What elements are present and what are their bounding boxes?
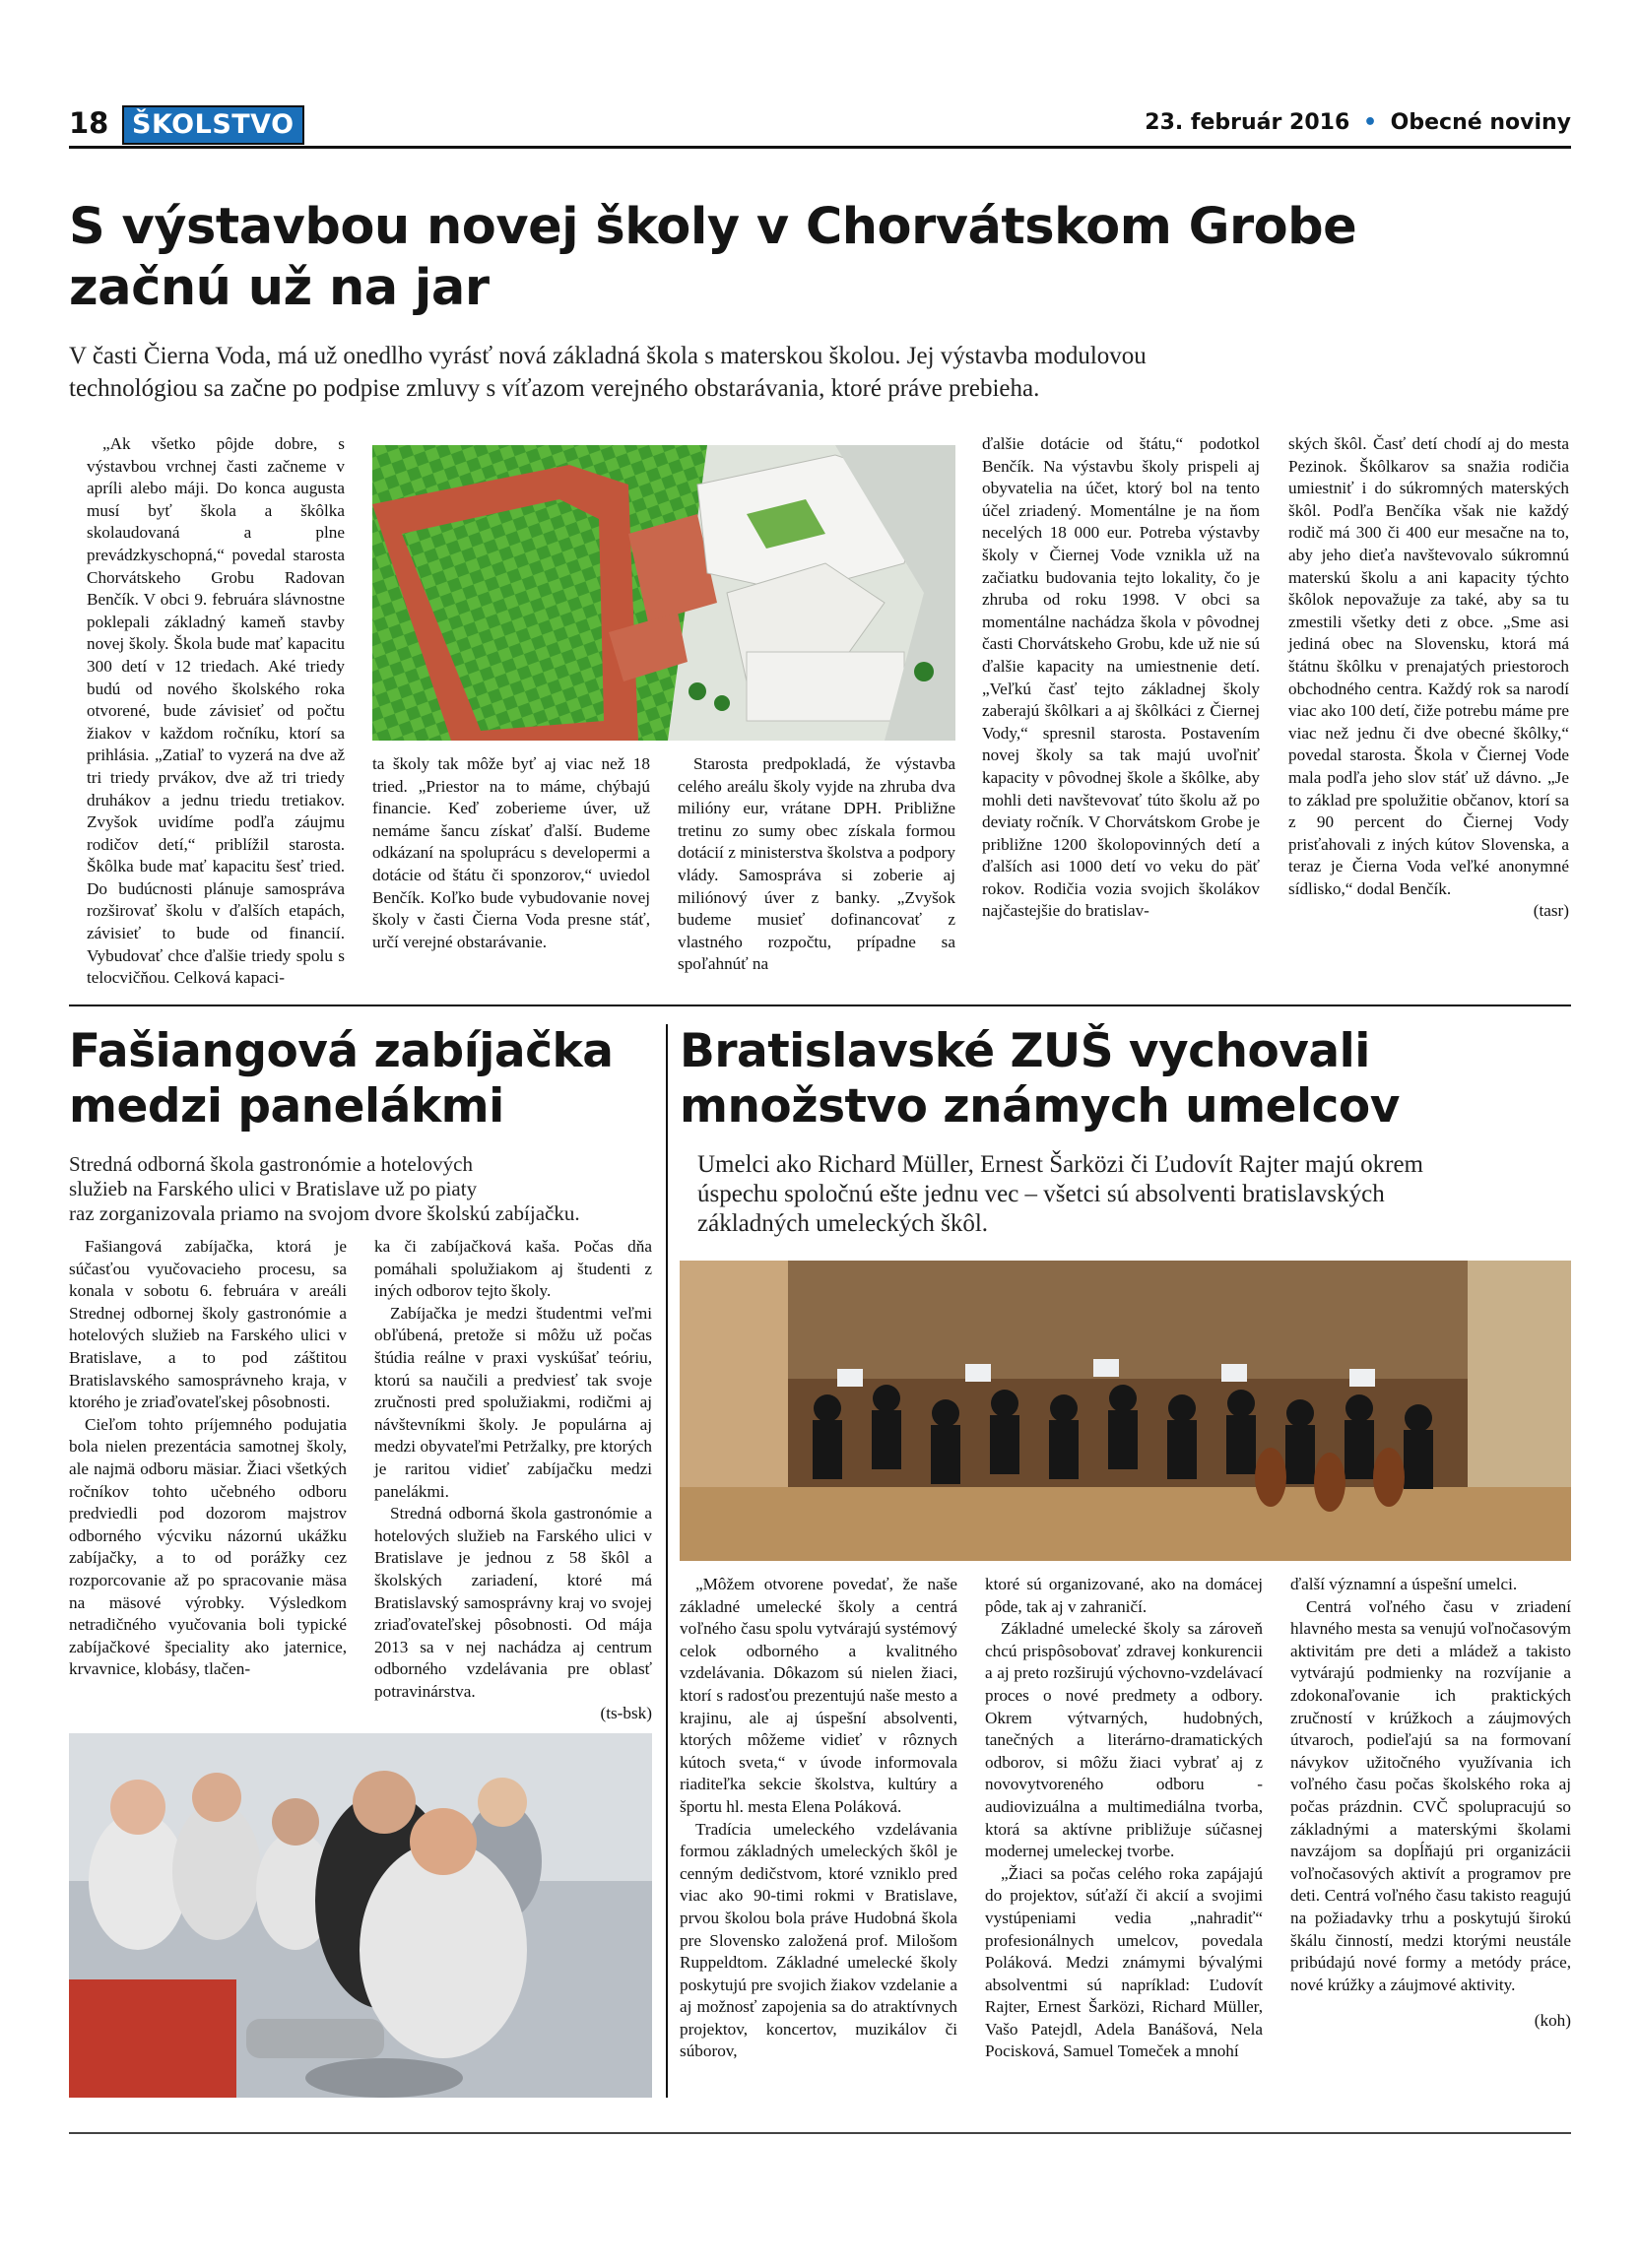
article1-paragraph: „Ak všetko pôjde dobre, s výstavbou vrchnej časti začneme v apríli alebo máji. Do konca augusta musí byť škola a škôlka skolaudovaná a plne prevádzkyschopná,“ povedal starosta Chorvátskeho Grobu Radovan Benčík. V obci 9. februára slávnostne poklepali základný kameň stavby novej školy. Škola bude mať kapacitu 300 detí v 12 triedach. Aké triedy budú od nového školského roka otvorené, bude závisieť od počtu žiakov v každom ročníku, ktorí sa prihlásia. „Zatiaľ to vyzerá na dve až tri triedy prvákov, dve až tri triedy druhákov a jednu triedu tretiakov. Zvyšok uvidíme podľa záujmu rodičov detí,“ priblížil starosta. Škôlka bude mať kapacitu šesť tried. Do budúcnosti plánuje samospráva rozširovať školu v ďalších etapách, závisieť to bude od financií. Vybudovať chce ďalšie triedy spolu s telocvičňou. Celková kapaci- xyxy=(87,434,345,988)
article1-lead-line2: technológiou sa začne po podpise zmluvy s víťazom verejného obstarávania, ktoré práve prebieha. xyxy=(69,375,1040,402)
article1-paragraph: Starosta predpokladá, že výstavba celého areálu školy vyjde na zhruba dva milióny eur, vrátane DPH. Približne tretinu zo sumy obec získala formou dotácií z ministerstva školstva a podpory vlády. Samospráva si zoberie aj miliónový úver z banky. „Zvyšok budeme musieť dofinancovať z vlastného rozpočtu, prípadne sa spoľahnúť na xyxy=(678,754,955,974)
article3-lead xyxy=(697,1150,1571,1239)
school-rendering-image xyxy=(372,445,955,741)
article2-paragraph: ka či zabíjačková kaša. Počas dňa pomáhali spolužiakom aj študenti z iných odborov tejto školy. xyxy=(374,1237,652,1301)
article2-column-1 xyxy=(69,1236,347,1681)
article1-signature: (tasr) xyxy=(1533,901,1569,921)
header-info xyxy=(1145,110,1571,135)
section-label: ŠKOLSTVO xyxy=(122,105,304,145)
school-rendering-svg xyxy=(372,445,955,741)
orchestra-photo xyxy=(680,1261,1571,1561)
article1-column-5 xyxy=(1288,433,1569,923)
article3-paragraph: Centrá voľného času v zriadení hlavného mesta sa venujú voľnočasovým aktivitám pre deti a mládež a takisto vytvárajú podmienky na rozvíjanie a zdokonaľovanie ich praktických zručností v krúžkoch a záujmových útvaroch, podieľajú sa na formovaní návykov užitočného využívania ich voľného času počas školského roka aj počas prázdnin. CVČ spolupracujú so základnými a materskými školami navzájom sa dopĺňajú pri organizácii voľnočasových aktivít a programov pre deti. Centrá voľného času takisto reagujú na požiadavky trhu a poskytujú širokú škálu činností, medzi ktorými neustále pribúdajú nové formy a metódy práce, nové krúžky a záujmové aktivity. xyxy=(1290,1596,1571,1994)
article3-paragraph: „Žiaci sa počas celého roka zapájajú do projektov, súťaží či akcií a svojimi vystúpeniami vedia „nahradiť“ profesionálnych umelcov, povedala Poláková. Medzi známymi bývalými absolventmi sú napríklad: Ľudovít Rajter, Ernest Šarközi, Richard Müller, Vašo Patejdl, Adela Banášová, Nela Pocisková, Samuel Tomeček a mnohí xyxy=(985,1863,1263,2061)
article1-headline-line1: S výstavbou novej školy v Chorvátskom Grobe xyxy=(69,198,1357,256)
article2-signature: (ts-bsk) xyxy=(600,1704,652,1723)
article2-lead-line2: služieb na Farského ulici v Bratislave už po piaty xyxy=(69,1177,478,1200)
article1-paragraph: ských škôl. Časť detí chodí aj do mesta Pezinok. Škôlkarov sa snažia rodičia umiestniť i do súkromných materských škôl. Podľa Benčíka však nie každý rodič má 300 či 400 eur mesačne na to, aby jeho dieťa navštevovalo súkromnú materskú školu a ani kapacity týchto škôlok nepovažuje za také, aby sa tu zmestili všetky deti z obce. „Sme asi jediná obec na Slovensku, ktorá má štátnu škôlku v prenajatých priestoroch obchodného centra. Každý rok sa narodí viac ako 100 detí, čiže potrebu máme pre viac než jednu či dve obecné škôlky,“ povedal starosta. Škola v Čiernej Vode mala podľa jeho slov stáť už dávno. „Je to základ pre spolužitie občanov, ktorí sa z 90 percent do Čiernej Vody prisťahovali z iných kútov Slovenska, a teraz je Čierna Voda veľké anonymné sídlisko,“ dodal Benčík. xyxy=(1288,434,1569,898)
butchers-photo-svg xyxy=(69,1733,652,2098)
article2-lead-line3: raz zorganizovala priamo na svojom dvore školskú zabíjačku. xyxy=(69,1201,580,1225)
article2-paragraph: Cieľom tohto príjemného podujatia bola nielen prezentácia samotnej školy, ale najmä odboru mäsiar. Žiaci všetkých ročníkov tohto učebného odboru predviedli pod dozorom majstrov odborného výcviku názornú ukážku zabíjačky, a to od porážky cez rozporcovanie až po spracovanie mäsa na mäsové výrobky. Výsledkom netradičného vyučovania boli typické zabíjačkové špeciality ako jaternice, krvavnice, klobásy, tlačen- xyxy=(69,1414,347,1679)
article1-lead xyxy=(69,340,1571,405)
article1-paragraph: ta školy tak môže byť aj viac než 18 tried. „Priestor na to máme, chýbajú financie. Keď zoberieme úver, už nemáme šancu získať ďalší. Budeme odkázaní na spoluprácu s developermi a dotácie od štátu či sponzorov,“ uviedol Benčík. Koľko bude vybudovanie novej školy v časti Čierna Voda presne stáť, určí verejné obstarávanie. xyxy=(372,754,650,951)
article2-lead xyxy=(69,1152,660,1226)
newspaper-name: Obecné noviny xyxy=(1390,110,1571,135)
article2-lead-line1: Stredná odborná škola gastronómie a hotelových xyxy=(69,1152,473,1176)
page-number: 18 xyxy=(69,106,109,140)
article1-column-2 xyxy=(372,753,650,953)
article3-column-2 xyxy=(985,1574,1263,2063)
article1-bottom-rule xyxy=(69,1004,1571,1006)
article3-paragraph: „Môžem otvorene povedať, že naše základné umelecké školy a centrá voľného času spolu vytvárajú systémový celok odborného a kvalitného vzdelávania. Dôkazom sú nielen žiaci, ktorí s radosťou prezentujú naše mesto a krajinu, ale aj úspešní absolventi, ktorých môžeme vidieť v rôznych kútoch sveta,“ v úvode informovala riaditeľka sekcie školstva, kultúry a športu hl. mesta Elena Poláková. xyxy=(680,1575,957,1816)
article3-lead-line1: Umelci ako Richard Müller, Ernest Šarközi či Ľudovít Rajter majú okrem xyxy=(697,1151,1423,1178)
butchers-photo xyxy=(69,1733,652,2098)
article3-headline xyxy=(680,1024,1571,1134)
column-separator xyxy=(666,1024,668,2098)
header-separator: • xyxy=(1362,110,1377,135)
article3-column-1 xyxy=(680,1574,957,2063)
article1-lead-line1: V časti Čierna Voda, má už onedlho vyrásť nová základná škola s materskou školou. Jej výstavba modulovou xyxy=(69,343,1147,369)
article3-paragraph: ktoré sú organizované, ako na domácej pôde, tak aj v zahraničí. xyxy=(985,1575,1263,1616)
article3-lead-line3: základných umeleckých škôl. xyxy=(697,1210,989,1237)
article2-paragraph: Zabíjačka je medzi študentmi veľmi obľúbená, pretože si môžu už počas štúdia reálne v praxi vyskúšať teóriu, ktorú sa naučili a predviesť tak svoje zručnosti pred spolužiakmi, rodičmi aj návštevníkmi školy. Je populárna aj medzi obyvateľmi Petržalky, pre ktorých je raritou vidieť zabíjačku medzi panelákmi. xyxy=(374,1303,652,1501)
article2-headline-line1: Fašiangová zabíjačka xyxy=(69,1024,614,1078)
header-rule xyxy=(69,146,1571,149)
article1-paragraph: ďalšie dotácie od štátu,“ podotkol Benčík. Na výstavbu školy prispeli aj obyvatelia na účet, ktorý bol na tento účel zriadený. Momentálne je na ňom necelých 18 000 eur. Potreba výstavby školy v Čiernej Vode vznikla už na začiatku budovania tejto lokality, čo je zhruba od roku 1998. V obci sa momentálne nachádza škola v pôvodnej časti Chorvátskeho Grobu, kde už nie sú ďalšie kapacity na umiestnenie detí. „Veľkú časť tejto základnej školy zaberajú škôlkari a aj škôlkáci z Čiernej Vody,“ spresnil starosta. Postavením novej školy sa tak majú uvoľniť kapacity v pôvodnej škole a škôlke, aby mohli deti navštevovať túto školu až po deviaty ročník. V Chorvátskom Grobe je približne 1200 školopovinných detí a ďalších asi 1000 detí vo veku do päť rokov. Rodičia vozia svojich školákov najčastejšie do bratislav- xyxy=(982,434,1260,921)
footer-rule xyxy=(69,2132,1571,2134)
article1-column-1 xyxy=(87,433,345,990)
article3-paragraph: ďalší významní a úspešní umelci. xyxy=(1290,1575,1518,1593)
article1-column-3 xyxy=(678,753,955,976)
article3-lead-line2: úspechu spoločnú ešte jednu vec – všetci sú absolventi bratislavských xyxy=(697,1181,1385,1207)
article3-column-3 xyxy=(1290,1574,1571,2033)
article3-paragraph: Základné umelecké školy sa zároveň chcú prispôsobovať zdravej konkurencii a aj preto rozširujú výchovno-vzdelávací proces o nové predmety a odbory. Okrem výtvarných, hudobných, tanečných a literárno-dramatických odborov, si môžu žiaci vybrať aj z novovytvoreného odboru - audiovizuálna a multimediálna tvorba, ktorá sa aktívne približuje súčasnej modernej umeleckej tvorbe. xyxy=(985,1619,1263,1861)
article3-signature: (koh) xyxy=(1534,2011,1571,2031)
article1-headline-line2: začnú už na jar xyxy=(69,259,490,317)
article3-paragraph: Tradícia umeleckého vzdelávania formou základných umeleckých škôl je cenným dedičstvom, ktoré vzniklo pred viac ako 90-timi rokmi v Bratislave, prvou školou bola práve Hudobná škola pre Slovensko založená prof. Milošom Ruppeldtom. Základné umelecké školy poskytujú pre svojich žiakov vzdelanie a aj možnosť zapojenia sa do atraktívnych projektov, koncertov, muzikálov či súborov, xyxy=(680,1819,957,2061)
article2-paragraph: Stredná odborná škola gastronómie a hotelových služieb na Farského ulici v Bratislave je jednou z 58 škôl a školských zariadení, ktoré má Bratislavský samosprávny kraj vo svojej zriaďovateľskej pôsobnosti. Od mája 2013 sa v nej nachádza aj centrum odborného vzdelávania pre oblasť potravinárstva. xyxy=(374,1504,652,1701)
orchestra-photo-svg xyxy=(680,1261,1571,1561)
article2-column-2 xyxy=(374,1236,652,1725)
article1-column-4 xyxy=(982,433,1260,923)
article2-paragraph: Fašiangová zabíjačka, ktorá je súčasťou vyučovacieho procesu, sa konala v sobotu 6. februára v areáli Strednej odbornej školy gastronómie a hotelových služieb na Farského ulici v Bratislave, a to pod záštitou Bratislavského samosprávneho kraja, v ktorého je zriaďovateľskej pôsobnosti. xyxy=(69,1237,347,1412)
article2-headline xyxy=(69,1024,660,1134)
article3-headline-line2: množstvo známych umelcov xyxy=(680,1079,1400,1134)
article2-headline-line2: medzi panelákmi xyxy=(69,1079,504,1134)
article1-headline xyxy=(69,197,1571,319)
article3-headline-line1: Bratislavské ZUŠ vychovali xyxy=(680,1024,1370,1078)
issue-date: 23. február 2016 xyxy=(1145,110,1350,135)
